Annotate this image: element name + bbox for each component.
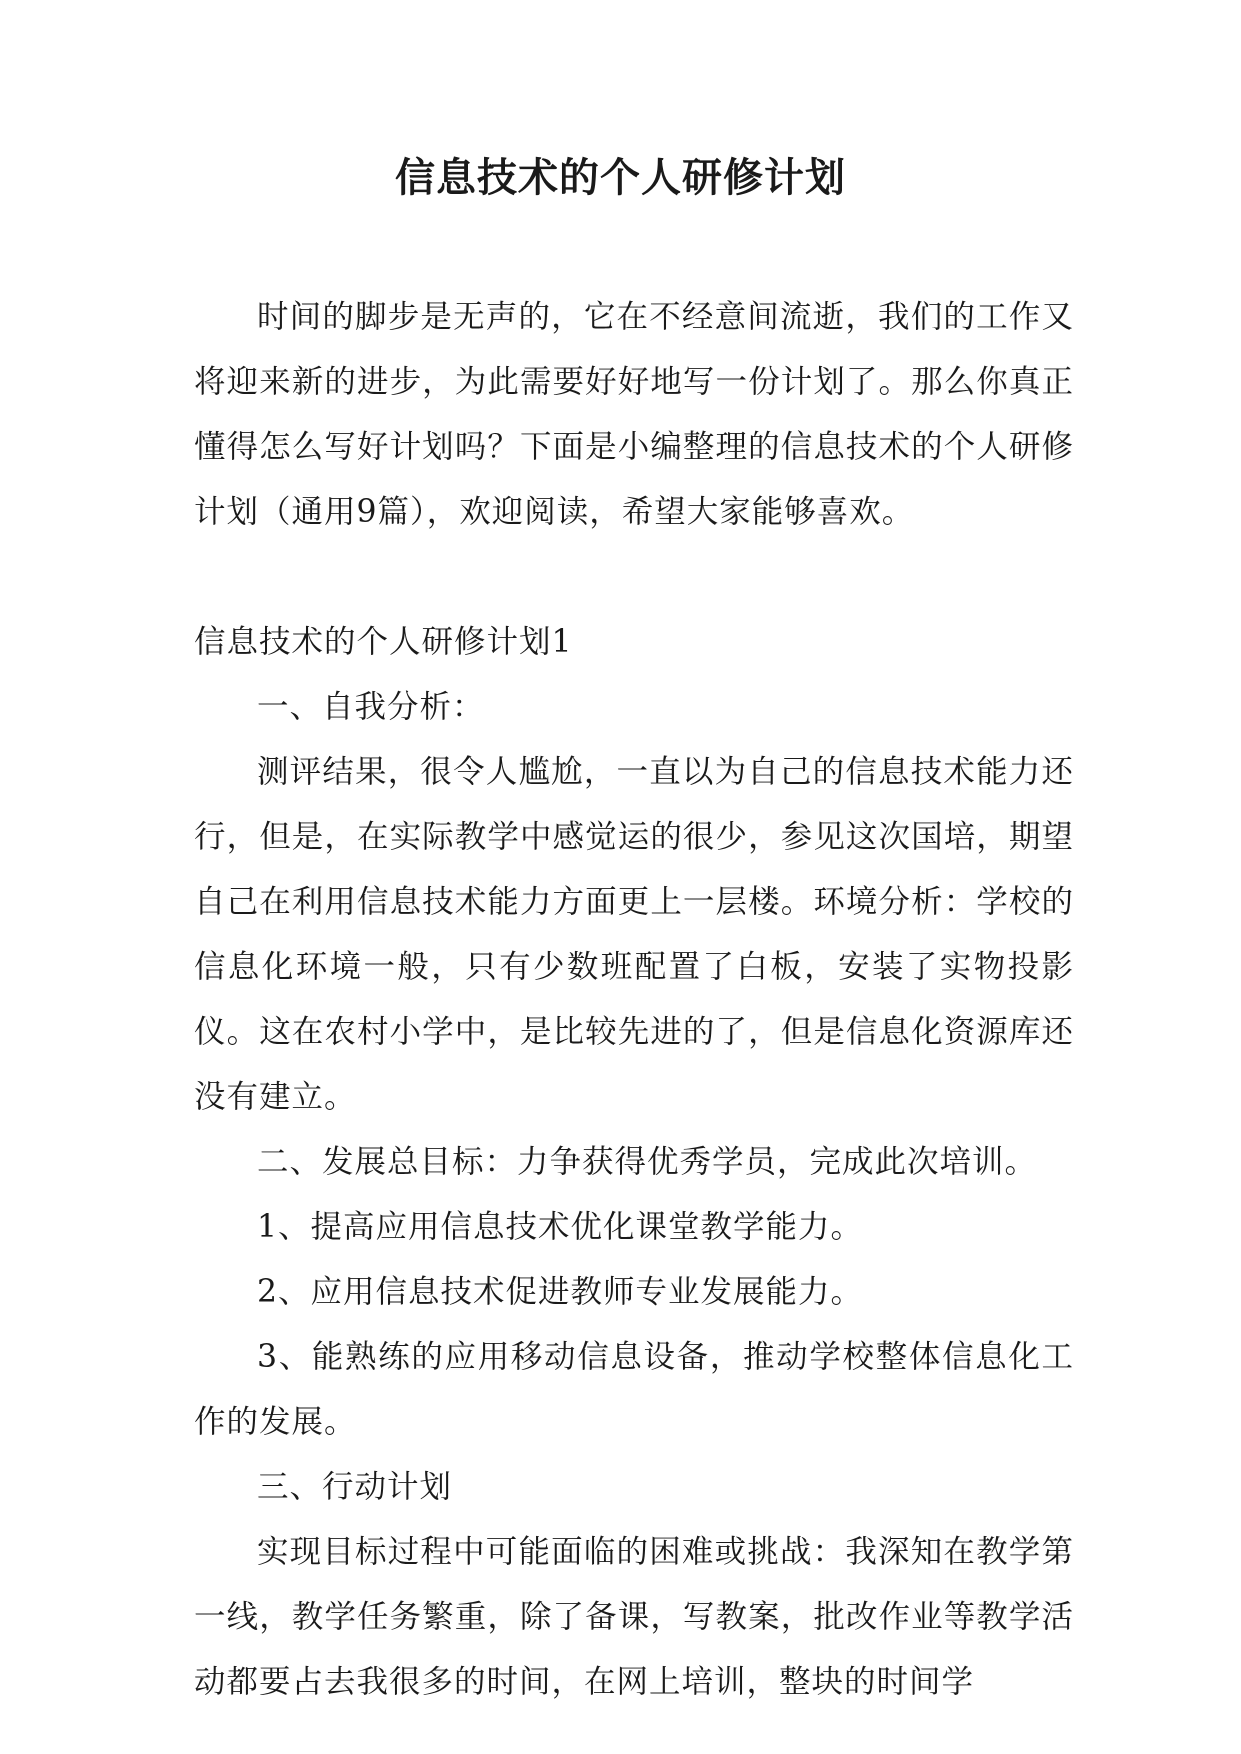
paragraph-challenges: 实现目标过程中可能面临的困难或挑战：我深知在教学第一线，教学任务繁重，除了备课，写教案，批改作业等教学活动都要占去我很多的时间，在网上培训，整块的时间学 — [194, 1534, 1074, 1700]
document-title: 信息技术的个人研修计划 — [395, 155, 846, 201]
subheading-action-plan: 三、行动计划 — [257, 1469, 453, 1505]
paragraph-analysis: 测评结果，很令人尴尬，一直以为自己的信息技术能力还行，但是，在实际教学中感觉运的很少，参见这次国培，期望自己在利用信息技术能力方面更上一层楼。环境分析：学校的信息化环境一般，只有少数班配置了白板，安装了实物投影仪。这在农村小学中，是比较先进的了，但是信息化资源库还没有建立。 — [194, 754, 1074, 1115]
intro-paragraph: 时间的脚步是无声的，它在不经意间流逝，我们的工作又将迎来新的进步，为此需要好好地写一份计划了。那么你真正懂得怎么写好计划吗？下面是小编整理的信息技术的个人研修计划（通用9篇），欢迎阅读，希望大家能够喜欢。 — [194, 299, 1074, 530]
subheading-self-analysis: 一、自我分析： — [257, 689, 485, 725]
section-heading: 信息技术的个人研修计划1 — [194, 624, 573, 660]
paragraph-spacer — [194, 545, 1074, 610]
document-body — [194, 285, 1074, 1715]
subheading-goal: 二、发展总目标：力争获得优秀学员，完成此次培训。 — [257, 1144, 1038, 1180]
goal-item-1: 1、提高应用信息技术优化课堂教学能力。 — [257, 1209, 864, 1245]
goal-item-2: 2、应用信息技术促进教师专业发展能力。 — [257, 1274, 864, 1310]
goal-item-3: 3、能熟练的应用移动信息设备，推动学校整体信息化工作的发展。 — [194, 1339, 1074, 1440]
